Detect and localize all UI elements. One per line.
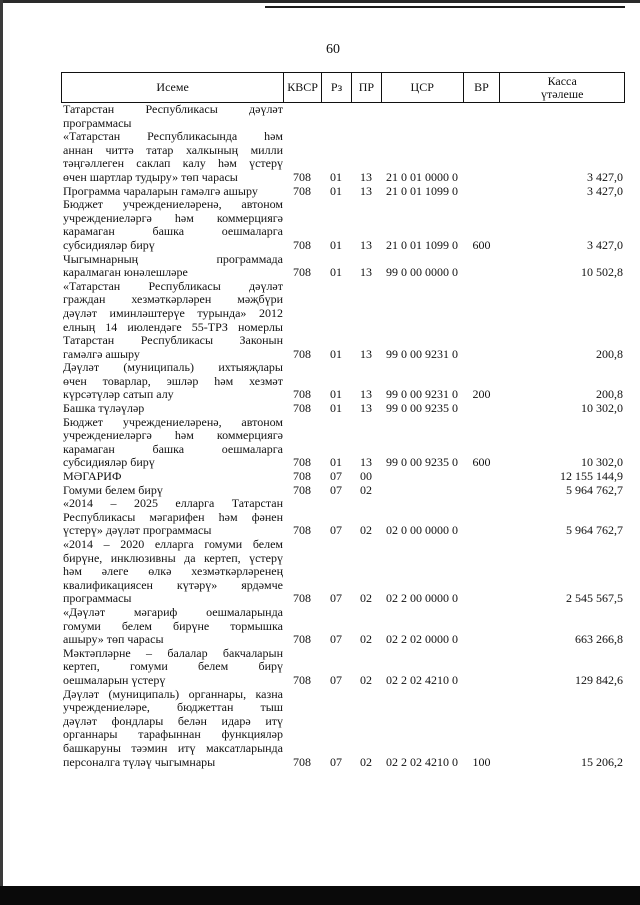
table-row bbox=[61, 361, 625, 402]
row-pr: 02 bbox=[360, 523, 372, 538]
table-row bbox=[61, 484, 625, 498]
row-name-line: тәңгәллеген саклап калу һәм үстерү bbox=[63, 156, 283, 171]
row-name-line: «2014 – 2025 елларга Татарстан bbox=[63, 496, 283, 511]
row-amount: 5 964 762,7 bbox=[566, 523, 623, 538]
header-kvsr: КВСР bbox=[283, 73, 321, 102]
row-name-line: персоналга түләү чыгымнары bbox=[63, 754, 216, 769]
row-name bbox=[61, 416, 283, 470]
row-kvsr: 708 bbox=[293, 482, 311, 497]
row-name-line: квалификациясен күтәрү» ярдәмче bbox=[63, 577, 283, 592]
row-name-line: органнары тарафыннан функцияләр bbox=[63, 727, 283, 742]
row-amount: 15 206,2 bbox=[581, 754, 623, 769]
table-row bbox=[61, 198, 625, 252]
table-header bbox=[61, 72, 625, 103]
row-csr: 99 0 00 9235 0 bbox=[386, 401, 458, 416]
row-name-line: аннан читтә татар халкының милли bbox=[63, 142, 283, 157]
row-pr: 13 bbox=[360, 455, 372, 470]
row-name bbox=[61, 280, 283, 362]
header-cash-execution: Касса үтәлеше bbox=[499, 73, 624, 102]
table-row bbox=[61, 497, 625, 538]
row-kvsr: 708 bbox=[293, 265, 311, 280]
row-name-line: Программа чараларын гамәлгә ашыру bbox=[63, 183, 258, 198]
row-csr: 02 2 02 0000 0 bbox=[386, 632, 458, 647]
row-name-line: Республикасы мәгарифен һәм фәнен bbox=[63, 509, 283, 524]
row-name bbox=[61, 470, 283, 484]
row-pr: 13 bbox=[360, 183, 372, 198]
header-name: Исеме bbox=[156, 80, 189, 94]
scan-border-left bbox=[0, 0, 3, 905]
row-pr: 02 bbox=[360, 672, 372, 687]
row-rz: 07 bbox=[330, 469, 342, 484]
scan-border-bottom bbox=[0, 886, 640, 905]
row-amount: 200,8 bbox=[596, 346, 623, 361]
row-csr: 21 0 01 1099 0 bbox=[386, 237, 458, 252]
row-kvsr: 708 bbox=[293, 469, 311, 484]
row-name-line: учреждениеләргә һәм коммерциягә bbox=[63, 210, 283, 225]
row-name-line: Бюджет учреждениеләренә, автоном bbox=[63, 197, 283, 212]
row-name-line: «Дәүләт мәгариф оешмаларында bbox=[63, 604, 283, 619]
page-number: 60 bbox=[326, 42, 340, 57]
header-pr: ПР bbox=[351, 73, 381, 102]
row-name bbox=[61, 402, 283, 416]
header-csr: ЦСР bbox=[381, 73, 463, 102]
row-csr: 99 0 00 9235 0 bbox=[386, 455, 458, 470]
row-name-line: граждан хезмәткәрләрен мәҗбүри bbox=[63, 292, 283, 307]
row-kvsr: 708 bbox=[293, 169, 311, 184]
row-name-line: учреждениеләре, бюджеттан тыш bbox=[63, 700, 283, 715]
row-name bbox=[61, 497, 283, 538]
row-rz: 07 bbox=[330, 591, 342, 606]
row-name-line: Татарстан Республикасы Законын bbox=[63, 333, 283, 348]
row-csr: 02 2 02 4210 0 bbox=[386, 672, 458, 687]
row-name-line: елның 14 июлендәге 55-ТРЗ номерлы bbox=[63, 319, 283, 334]
row-name-line: гамәлгә ашыру bbox=[63, 346, 140, 361]
row-csr: 21 0 01 1099 0 bbox=[386, 183, 458, 198]
row-rz: 07 bbox=[330, 754, 342, 769]
row-amount: 3 427,0 bbox=[587, 169, 623, 184]
row-csr: 02 2 00 0000 0 bbox=[386, 591, 458, 606]
row-name bbox=[61, 484, 283, 498]
table-row bbox=[61, 253, 625, 280]
row-kvsr: 708 bbox=[293, 346, 311, 361]
row-amount: 129 842,6 bbox=[575, 672, 623, 687]
row-kvsr: 708 bbox=[293, 455, 311, 470]
row-amount: 12 155 144,9 bbox=[560, 469, 623, 484]
row-name-line: дәүләт фондлары белән идарә итү bbox=[63, 713, 283, 728]
row-csr: 99 0 00 9231 0 bbox=[386, 387, 458, 402]
table-row bbox=[61, 470, 625, 484]
row-vr: 600 bbox=[472, 237, 491, 252]
table-row bbox=[61, 538, 625, 606]
row-name-line: гомуми белем бирүне тормышка bbox=[63, 618, 283, 633]
row-name bbox=[61, 361, 283, 402]
row-name-line: дәүләт иминләштерүе турында» 2012 bbox=[63, 305, 283, 320]
row-name-line: «2014 – 2020 елларга гомуми белем bbox=[63, 537, 283, 551]
row-rz: 01 bbox=[330, 237, 342, 252]
row-vr: 600 bbox=[472, 455, 491, 470]
row-name-line: Мәктәпләрне – балалар бакчаларын bbox=[63, 645, 283, 660]
header-vr: ВР bbox=[463, 73, 500, 102]
row-name-line: кертеп, гомуми белем бирү bbox=[63, 659, 283, 674]
row-pr: 02 bbox=[360, 482, 372, 497]
row-name-line: оешмаларын үстерү bbox=[63, 672, 166, 687]
row-kvsr: 708 bbox=[293, 632, 311, 647]
row-kvsr: 708 bbox=[293, 754, 311, 769]
row-pr: 13 bbox=[360, 401, 372, 416]
row-csr: 02 0 00 0000 0 bbox=[386, 523, 458, 538]
row-name-line: карамаган башка оешмаларга bbox=[63, 441, 283, 456]
row-rz: 01 bbox=[330, 265, 342, 280]
header-rz: Рз bbox=[321, 73, 351, 102]
row-kvsr: 708 bbox=[293, 672, 311, 687]
row-pr: 13 bbox=[360, 265, 372, 280]
row-pr: 13 bbox=[360, 346, 372, 361]
budget-table bbox=[61, 72, 625, 769]
row-name-line: өчен товарлар, эшләр һәм хезмәт bbox=[63, 373, 283, 388]
scan-line-top-right bbox=[265, 6, 625, 8]
row-name-line: үстерү» дәүләт программасы bbox=[63, 523, 212, 538]
row-name-line: һәм әлеге өлкә хезмәткәрләренең bbox=[63, 564, 283, 579]
row-name bbox=[61, 688, 283, 770]
row-name-line: программасы bbox=[63, 591, 132, 606]
row-rz: 01 bbox=[330, 169, 342, 184]
row-name-line: программасы bbox=[63, 115, 132, 130]
row-name bbox=[61, 253, 283, 280]
row-rz: 07 bbox=[330, 482, 342, 497]
row-vr: 100 bbox=[472, 754, 491, 769]
table-row bbox=[61, 688, 625, 770]
row-rz: 07 bbox=[330, 523, 342, 538]
row-pr: 00 bbox=[360, 469, 372, 484]
row-csr: 99 0 00 9231 0 bbox=[386, 346, 458, 361]
row-rz: 01 bbox=[330, 401, 342, 416]
row-name bbox=[61, 538, 283, 606]
row-vr: 200 bbox=[472, 387, 491, 402]
row-pr: 02 bbox=[360, 632, 372, 647]
row-amount: 10 302,0 bbox=[581, 455, 623, 470]
row-name-line: Башка түләүләр bbox=[63, 401, 145, 416]
row-pr: 02 bbox=[360, 754, 372, 769]
row-name-line: күрсәтүләр сатып алу bbox=[63, 387, 174, 402]
row-name-line: Дәүләт (муниципаль) органнары, казна bbox=[63, 686, 283, 701]
table-row bbox=[61, 606, 625, 647]
row-kvsr: 708 bbox=[293, 591, 311, 606]
row-kvsr: 708 bbox=[293, 237, 311, 252]
row-kvsr: 708 bbox=[293, 523, 311, 538]
row-pr: 13 bbox=[360, 387, 372, 402]
row-rz: 01 bbox=[330, 183, 342, 198]
row-amount: 200,8 bbox=[596, 387, 623, 402]
row-name bbox=[61, 198, 283, 252]
row-name-line: субсидияләр бирү bbox=[63, 237, 155, 252]
row-csr: 02 2 02 4210 0 bbox=[386, 754, 458, 769]
table-row bbox=[61, 647, 625, 688]
row-kvsr: 708 bbox=[293, 183, 311, 198]
row-rz: 01 bbox=[330, 387, 342, 402]
row-name-line: карамаган башка оешмаларга bbox=[63, 224, 283, 239]
row-name bbox=[61, 647, 283, 688]
row-name-line: ашыру» төп чарасы bbox=[63, 632, 164, 647]
row-amount: 10 302,0 bbox=[581, 401, 623, 416]
row-rz: 01 bbox=[330, 346, 342, 361]
table-row bbox=[61, 416, 625, 470]
row-name-line: «Татарстан Республикасында һәм bbox=[63, 129, 283, 144]
row-pr: 13 bbox=[360, 169, 372, 184]
row-name-line: башкаруны тәэмин итү максатларында bbox=[63, 740, 283, 755]
row-name-line: Гомуми белем бирү bbox=[63, 482, 163, 497]
row-amount: 10 502,8 bbox=[581, 265, 623, 280]
row-name-line: МӘГАРИФ bbox=[63, 469, 122, 484]
row-name bbox=[61, 606, 283, 647]
row-name bbox=[61, 103, 283, 185]
table-row bbox=[61, 103, 625, 185]
row-name-line: «Татарстан Республикасы дәүләт bbox=[63, 278, 283, 293]
row-name-line: субсидияләр бирү bbox=[63, 455, 155, 470]
row-name-line: өчен шартлар тудыру» төп чарасы bbox=[63, 169, 238, 184]
row-amount: 3 427,0 bbox=[587, 237, 623, 252]
row-kvsr: 708 bbox=[293, 401, 311, 416]
row-name-line: Бюджет учреждениеләренә, автоном bbox=[63, 414, 283, 429]
row-name-line: учреждениеләргә һәм коммерциягә bbox=[63, 428, 283, 443]
row-name-line: Дәүләт (муниципаль) ихтыяҗлары bbox=[63, 360, 283, 375]
row-rz: 07 bbox=[330, 632, 342, 647]
row-csr: 99 0 00 0000 0 bbox=[386, 265, 458, 280]
row-amount: 5 964 762,7 bbox=[566, 482, 623, 497]
row-name-line: бирүне, инклюзивны да кертеп, үстерү bbox=[63, 550, 283, 565]
row-name-line: Татарстан Республикасы дәүләт bbox=[63, 102, 283, 116]
row-name-line: Чыгымнарның программада bbox=[63, 251, 283, 266]
table-row bbox=[61, 402, 625, 416]
table-body bbox=[61, 103, 625, 769]
row-amount: 2 545 567,5 bbox=[566, 591, 623, 606]
row-name-line: каралмаган юнәлешләре bbox=[63, 265, 188, 280]
row-kvsr: 708 bbox=[293, 387, 311, 402]
row-pr: 02 bbox=[360, 591, 372, 606]
row-rz: 01 bbox=[330, 455, 342, 470]
row-rz: 07 bbox=[330, 672, 342, 687]
row-name bbox=[61, 185, 283, 199]
scan-border-top bbox=[0, 0, 640, 3]
row-amount: 663 266,8 bbox=[575, 632, 623, 647]
row-amount: 3 427,0 bbox=[587, 183, 623, 198]
row-csr: 21 0 01 0000 0 bbox=[386, 169, 458, 184]
row-pr: 13 bbox=[360, 237, 372, 252]
table-row bbox=[61, 280, 625, 362]
table-row bbox=[61, 185, 625, 199]
